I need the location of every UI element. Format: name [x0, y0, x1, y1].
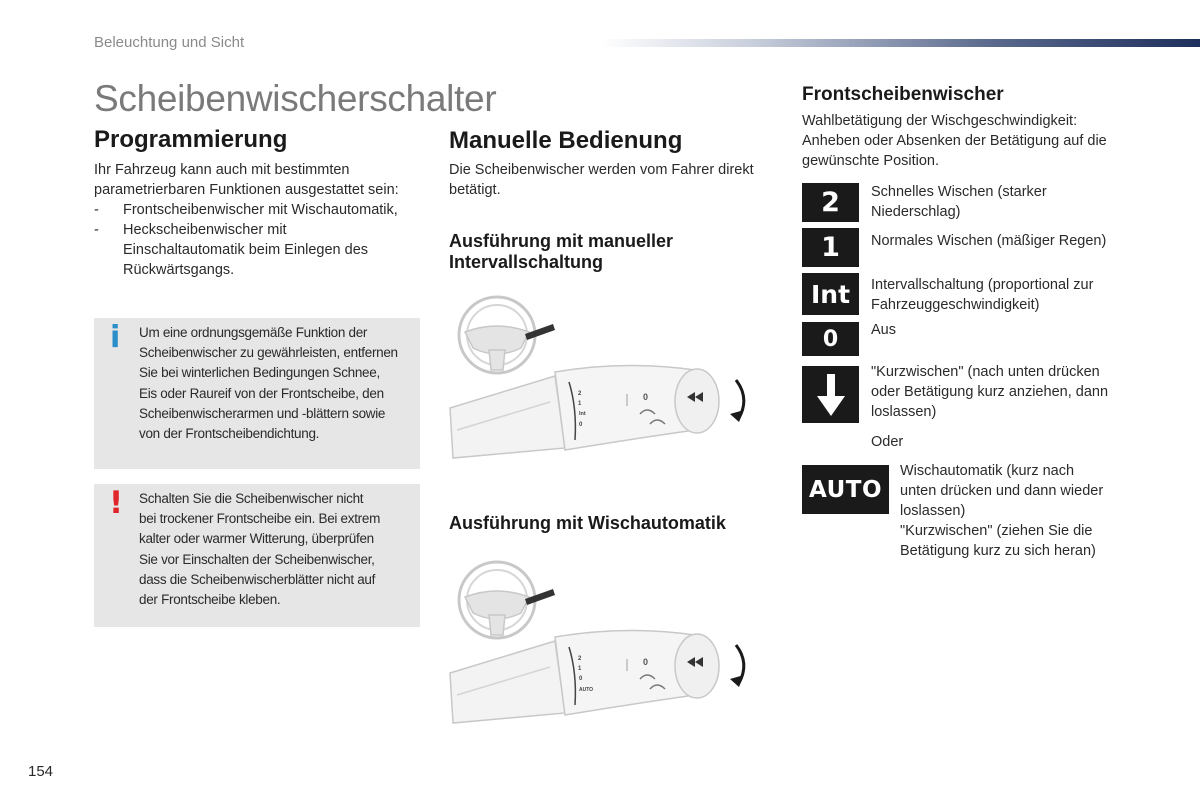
frontscheibenwischer-intro — [802, 111, 1147, 171]
list-item-text: Rückwärtsgangs. — [123, 262, 235, 278]
description-line: Niederschlag) — [871, 204, 961, 220]
note-line: Sie vor Einschalten der Scheibenwischer, — [139, 551, 375, 567]
steering-wheel-icon — [459, 297, 535, 373]
intro-line: gewünschte Position. — [802, 153, 940, 169]
note-line: Scheibenwischer zu gewährleisten, entfernen — [139, 345, 398, 361]
note-line: Um eine ordnungsgemäße Funktion der — [139, 325, 368, 340]
intro-line: Wahlbetätigung der Wischgeschwindigkeit: — [802, 113, 1078, 129]
note-line: von der Frontscheibendichtung. — [139, 426, 320, 442]
description-line: Wischautomatik (kurz nach — [900, 463, 1075, 479]
description-line: Betätigung kurz zu sich heran) — [900, 543, 1096, 559]
note-line: dass die Scheibenwischerblätter nicht auf — [139, 571, 376, 587]
warning-icon: ! — [109, 485, 124, 521]
description-line: Schnelles Wischen (starker — [871, 184, 1047, 200]
arrow-down-icon — [802, 366, 859, 423]
manuelle-line: Die Scheibenwischer werden vom Fahrer direkt — [449, 162, 754, 178]
stalk-position-label: 2 — [578, 391, 582, 397]
oder-label: Oder — [871, 434, 904, 450]
note-line: Schalten Sie die Scheibenwischer nicht — [139, 491, 364, 506]
single-wipe-description — [871, 362, 1108, 422]
info-icon: i — [110, 320, 121, 355]
note-line: der Frontscheibe kleben. — [139, 592, 281, 608]
description-line: "Kurzwischen" (ziehen Sie die — [900, 523, 1093, 539]
list-dash: - — [94, 222, 99, 238]
note-line: Eis oder Raureif von der Frontscheibe, den — [139, 385, 384, 401]
frontscheibenwischer-heading: Frontscheibenwischer — [802, 84, 1004, 105]
list-item-continuation — [94, 240, 429, 260]
programmierung-heading: Programmierung — [94, 126, 288, 153]
stalk-position-label: 1 — [578, 401, 582, 407]
speed-2-description — [871, 182, 1047, 222]
list-item — [94, 200, 429, 220]
list-item-text: Heckscheibenwischer mit — [123, 222, 287, 238]
manuelle-text — [449, 160, 784, 200]
programmierung-text — [94, 160, 429, 280]
stalk-position-label: 0 — [579, 676, 583, 682]
list-item-text: Einschaltautomatik beim Einlegen des — [123, 242, 369, 258]
description-line: loslassen) — [871, 404, 937, 420]
description-line: loslassen) — [900, 503, 966, 519]
note-line: kalter oder warmer Witterung, überprüfen — [139, 531, 374, 547]
subheading-line: Ausführung mit manueller — [449, 231, 674, 251]
info-note-box — [94, 318, 420, 469]
description-line: Intervallschaltung (proportional zur — [871, 277, 1094, 293]
off-icon: 0 — [802, 322, 859, 356]
intro-line: Anheben oder Absenken der Betätigung auf die — [802, 133, 1107, 149]
manual-interval-subheading — [449, 231, 673, 273]
note-line: Sie bei winterlichen Bedingungen Schnee, — [139, 365, 380, 381]
interval-description — [871, 275, 1093, 315]
description-line: "Kurzwischen" (nach unten drücken — [871, 364, 1100, 380]
header-section-title: Beleuchtung und Sicht — [94, 34, 245, 51]
wiper-stalk-illustration-auto — [445, 555, 760, 740]
warning-note-box — [94, 484, 420, 627]
note-line: Scheibenwischerarmen und -blättern sowie — [139, 405, 386, 421]
manuelle-heading: Manuelle Bedienung — [449, 127, 683, 154]
note-line: bei trockener Frontscheibe ein. Bei extrem — [139, 511, 381, 527]
intro-line: parametrierbaren Funktionen ausgestattet sein: — [94, 182, 399, 198]
stalk-position-label: 0 — [579, 422, 583, 428]
speed-1-description: Normales Wischen (mäßiger Regen) — [871, 233, 1107, 249]
info-note-text — [139, 323, 419, 444]
steering-wheel-icon — [459, 562, 535, 638]
stalk-off-symbol: 0 — [643, 392, 649, 402]
rotation-arrow-icon — [730, 645, 744, 687]
interval-icon: Int — [802, 273, 859, 315]
description-line: oder Betätigung kurz anziehen, dann — [871, 384, 1109, 400]
auto-description — [900, 461, 1103, 561]
list-item — [94, 220, 429, 240]
auto-wipe-subheading: Ausführung mit Wischautomatik — [449, 513, 726, 533]
speed-2-icon: 2 — [802, 183, 859, 222]
manuelle-line: betätigt. — [449, 182, 501, 198]
description-line: Fahrzeuggeschwindigkeit) — [871, 297, 1040, 313]
stalk-position-label: 1 — [578, 666, 582, 672]
auto-icon: AUTO — [802, 465, 889, 514]
page-title: Scheibenwischerschalter — [94, 78, 497, 119]
stalk-off-symbol: 0 — [643, 657, 649, 667]
rotation-arrow-icon — [730, 380, 744, 422]
wiper-stalk-illustration-manual — [445, 290, 760, 475]
list-dash: - — [94, 202, 99, 218]
speed-1-icon: 1 — [802, 228, 859, 267]
header-gradient-bar — [600, 39, 1200, 47]
description-line: unten drücken und dann wieder — [900, 483, 1104, 499]
intro-line: Ihr Fahrzeug kann auch mit bestimmten — [94, 162, 350, 178]
stalk-position-label: 2 — [578, 656, 582, 662]
stalk-position-label: Int — [579, 411, 586, 417]
stalk-position-label: AUTO — [579, 687, 594, 693]
subheading-line: Intervallschaltung — [449, 252, 604, 272]
list-item-text: Frontscheibenwischer mit Wischautomatik, — [123, 202, 398, 218]
off-description: Aus — [871, 322, 896, 338]
warning-note-text — [139, 489, 419, 610]
list-item-continuation — [94, 260, 429, 280]
page-number: 154 — [28, 763, 54, 780]
